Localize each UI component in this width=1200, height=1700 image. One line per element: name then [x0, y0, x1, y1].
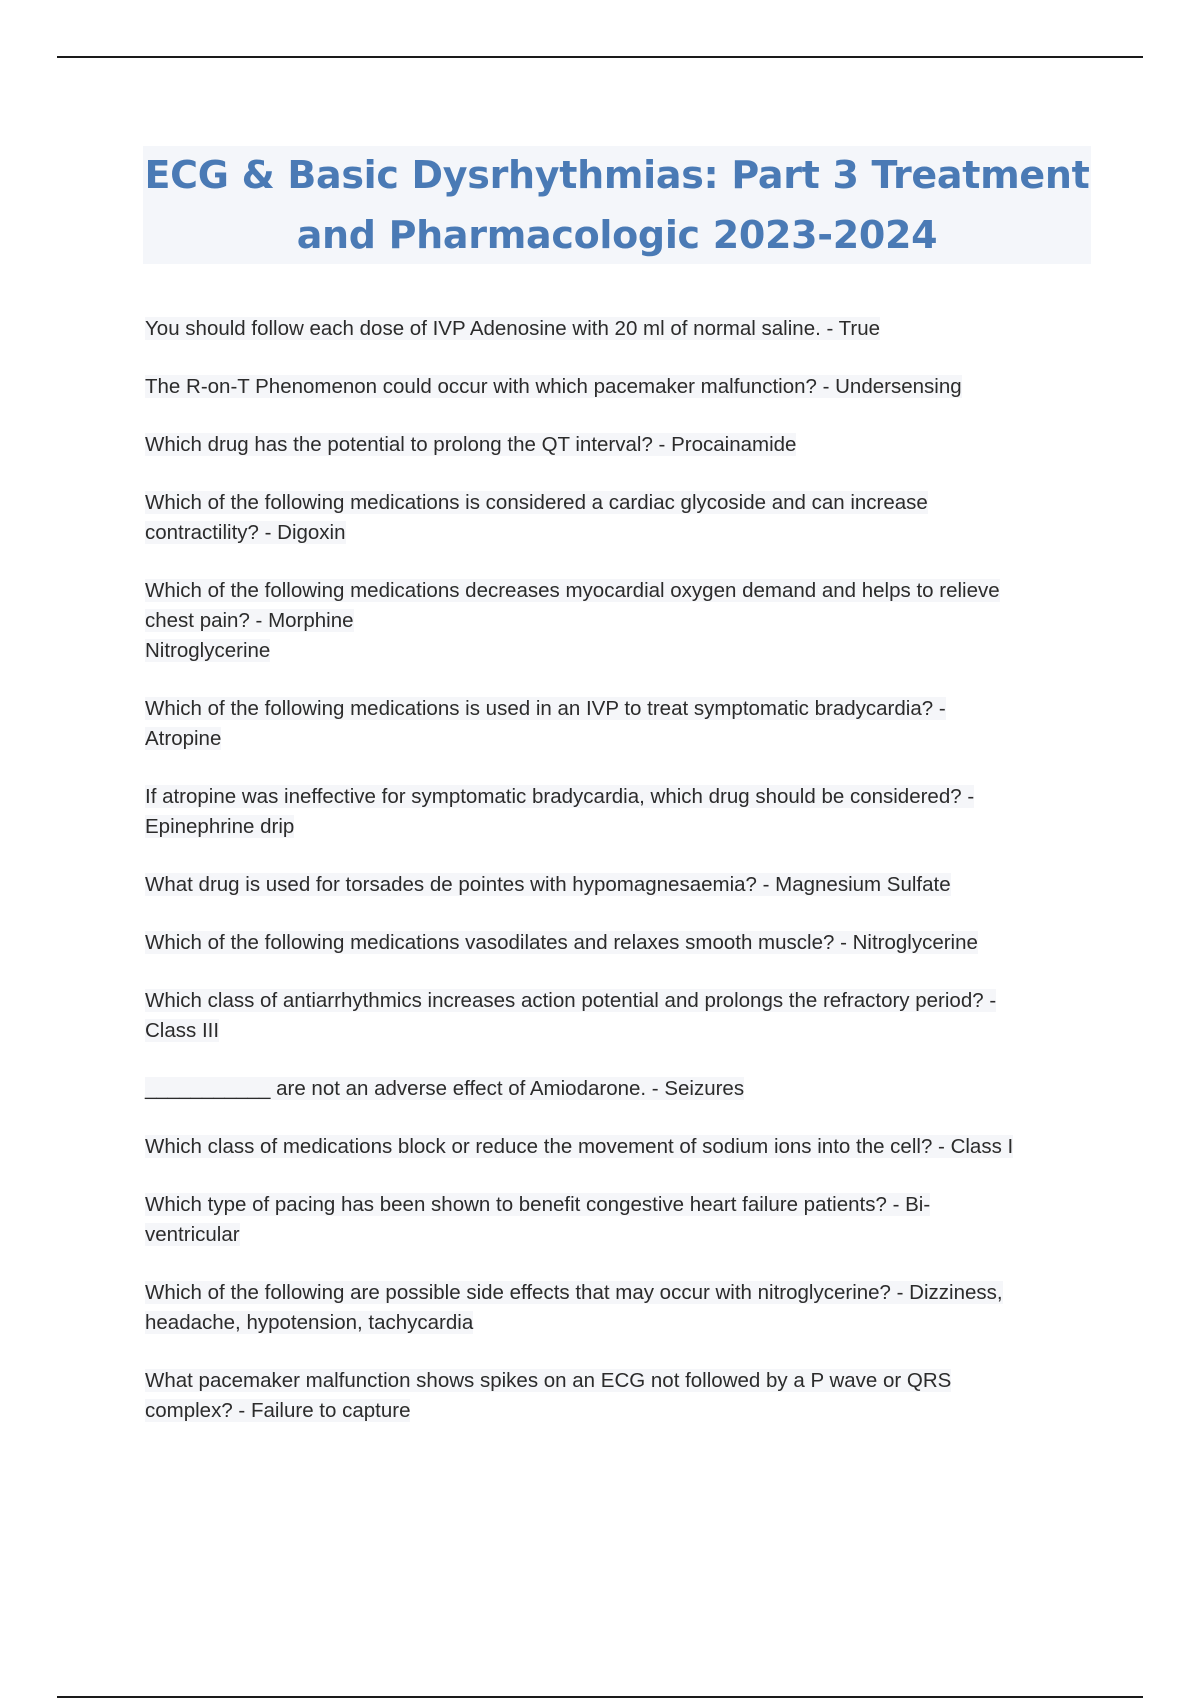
qa-item — [145, 488, 1085, 548]
qa-text: What pacemaker malfunction shows spikes on an ECG not followed by a P wave or QRS complex? - Failure to capture — [145, 1369, 952, 1422]
qa-text: Which of the following medications is used in an IVP to treat symptomatic bradycardia? - Atropine — [145, 697, 946, 750]
qa-text: Which of the following are possible side effects that may occur with nitroglycerine? - Dizziness, headache, hypotension, tachycardia — [145, 1281, 1003, 1334]
qa-item — [145, 314, 1085, 344]
qa-item — [145, 1190, 1085, 1250]
qa-text: Which type of pacing has been shown to benefit congestive heart failure patients? - Bi- ventricular — [145, 1193, 931, 1246]
qa-text: Which of the following medications vasodilates and relaxes smooth muscle? - Nitroglycerine — [145, 931, 978, 954]
qa-text: Which class of antiarrhythmics increases action potential and prolongs the refractory period? - Class III — [145, 989, 997, 1042]
qa-item — [145, 372, 1085, 402]
qa-item — [145, 782, 1085, 842]
title-block — [143, 146, 1091, 264]
qa-text: Which drug has the potential to prolong the QT interval? - Procainamide — [145, 433, 797, 456]
qa-text: What drug is used for torsades de pointes with hypomagnesaemia? - Magnesium Sulfate — [145, 873, 951, 896]
qa-item — [145, 928, 1085, 958]
qa-item — [145, 986, 1085, 1046]
qa-item — [145, 430, 1085, 460]
top-rule — [57, 56, 1143, 58]
page-title — [145, 145, 1090, 265]
qa-text: You should follow each dose of IVP Adenosine with 20 ml of normal saline. - True — [145, 317, 881, 340]
qa-item — [145, 1132, 1085, 1162]
bottom-rule — [57, 1696, 1143, 1698]
title-line-2: and Pharmacologic 2023-2024 — [296, 213, 938, 257]
qa-text: Which class of medications block or reduce the movement of sodium ions into the cell? - Class I — [145, 1135, 1014, 1158]
qa-item — [145, 870, 1085, 900]
qa-text: If atropine was ineffective for symptomatic bradycardia, which drug should be considered? - Epinephrine drip — [145, 785, 975, 838]
qa-text: ___________ are not an adverse effect of Amiodarone. - Seizures — [145, 1077, 745, 1100]
qa-item — [145, 694, 1085, 754]
qa-text: Which of the following medications is considered a cardiac glycoside and can increase contractility? - Digoxin — [145, 491, 928, 544]
qa-text: The R-on-T Phenomenon could occur with which pacemaker malfunction? - Undersensing — [145, 375, 962, 398]
title-line-1: ECG & Basic Dysrhythmias: Part 3 Treatment — [144, 153, 1090, 197]
qa-item — [145, 1366, 1085, 1426]
qa-item — [145, 1074, 1085, 1104]
qa-list — [145, 314, 1085, 1454]
qa-item — [145, 1278, 1085, 1338]
qa-text: Which of the following medications decreases myocardial oxygen demand and helps to relieve chest pain? - Morphine Nitroglycerine — [145, 579, 1000, 662]
qa-item — [145, 576, 1085, 666]
